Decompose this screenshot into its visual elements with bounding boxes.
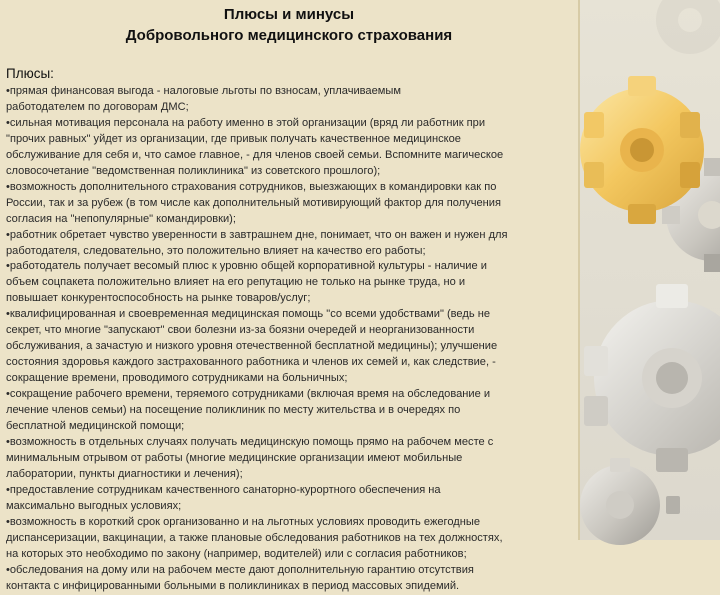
slide-title xyxy=(0,4,578,46)
faded-gear xyxy=(656,0,720,54)
section-heading-pros: Плюсы: xyxy=(6,66,54,81)
title-line-2: Добровольного медицинского страхования xyxy=(125,27,453,44)
title-line-1: Плюсы и минусы xyxy=(223,6,355,23)
gears-decoration xyxy=(580,0,720,540)
pros-bullet-list: •прямая финансовая выгода - налоговые льготы по взносам, уплачиваемым работодателем по договорам ДМС; •сильная мотивация персонала на работу именно в этой организации (вряд ли работник при "прочих равных" уйдет из организации, где привык получать качественное медицинское обслуживание для себя и, что самое главное, - для членов своей семьи. Вспомните магическое словосочетание "ведомственная поликлиника" из советского прошлого); •возможность дополнительного страхования сотрудников, выезжающих в командировки как по России, так и за рубеж (в том числе как дополнительный мотивирующий фактор для получения согласия на "непопулярные" командировки); •работник обретает чувство уверенности в завтрашнем дне, понимает, что он важен и нужен для работодателя, следовательно, это положительно влияет на качество его работы; •работодатель получает весомый плюс к уровню общей корпоративной культуры - наличие и объем соцпакета положительно влияет на его репутацию не только на рынке труда, но и повышает конкурентоспособность на рынке товаров/услуг; •квалифицированная и своевременная медицинская помощь "со всеми удобствами" (ведь не секрет, что многие "запускают" свои болезни из-за боязни очередей и неорганизованности обслуживания, а зачастую и низкого уровня отечественной бесплатной медицины); улучшение состояния здоровья каждого застрахованного работника и членов их семей и, как следствие, - сокращение времени, проводимого сотрудниками на больничных; •сокращение рабочего времени, теряемого сотрудниками (включая время на обследование и лечение членов семьи) на посещение поликлиник по месту жительства и в очередях по бесплатной медицинской помощи; •возможность в отдельных случаях получать медицинскую помощь прямо на рабочем месте с минимальным отрывом от работы (многие медицинские организации имеют мобильные лаборатории, пункты диагностики и лечения); •предоставление сотрудникам качественного санаторно-курортного обеспечения на максимально выгодных условиях; •возможность в короткий срок организованно и на льготных условиях проводить ежегодные диспансеризации, вакцинации, а также плановые обследования работников на тех должностях, на которых это необходимо по закону (например, водителей) или с согласия работников; •обследования на дому или на рабочем месте дают дополнительную гарантию отсутствия контакта с инфицированными больными в поликлиниках в период массовых эпидемий. xyxy=(6,85,508,592)
gears-illustration xyxy=(580,0,720,540)
gray-gear-large xyxy=(584,284,720,472)
